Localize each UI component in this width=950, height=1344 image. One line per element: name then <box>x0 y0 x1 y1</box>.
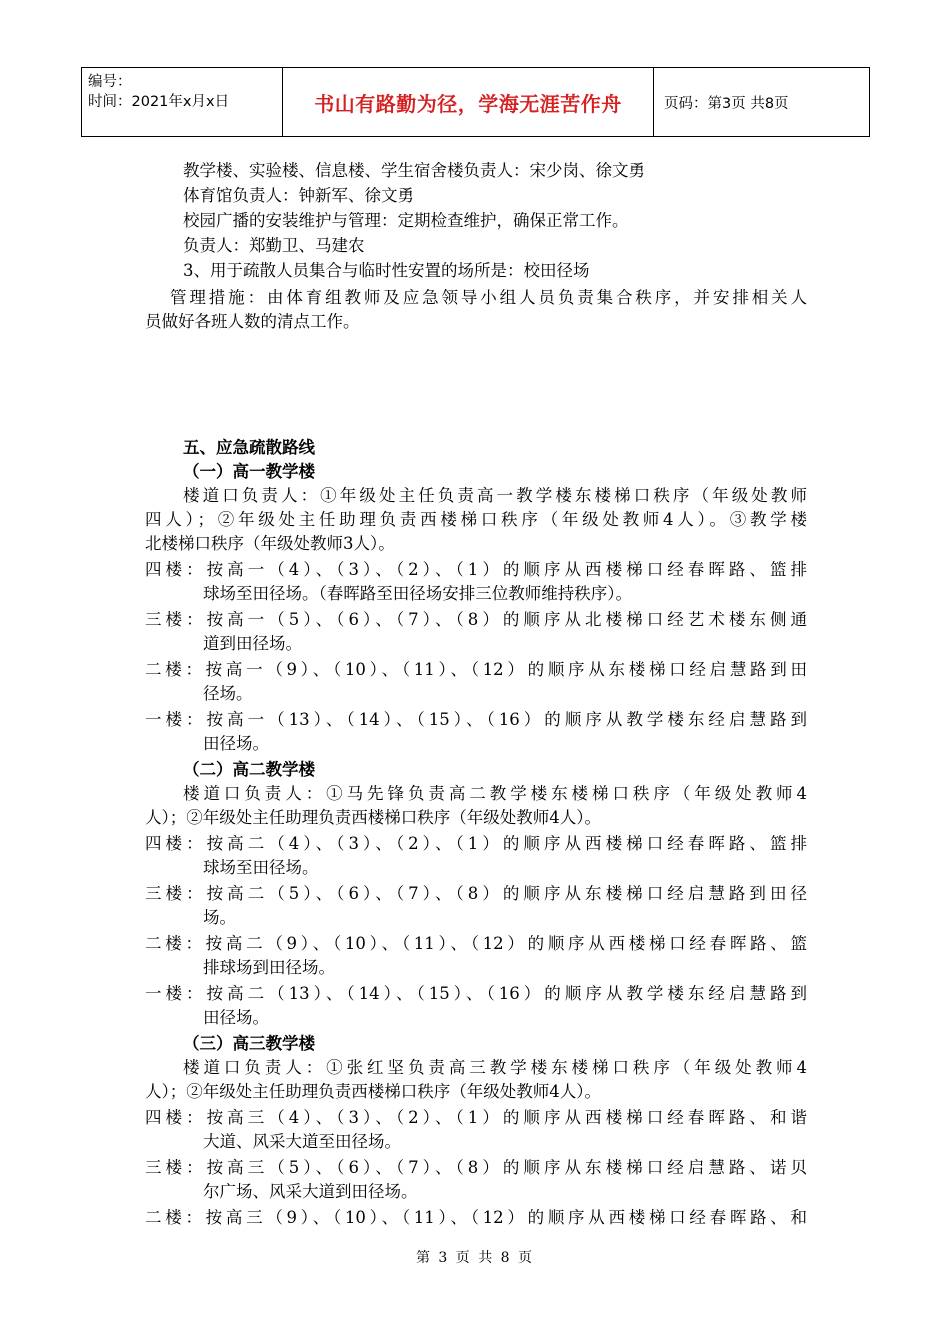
text-line: 排球场到田径场。 <box>203 958 335 977</box>
text-line: 校园广播的安装维护与管理：定期检查维护，确保正常工作。 <box>183 211 629 230</box>
time-label: 时间：2021年x月x日 <box>88 94 230 110</box>
text-line: 球场至田径场。 <box>203 858 319 877</box>
text-line: 人）；②年级处主任助理负责西楼梯口秩序（年级处教师4人）。 <box>145 1082 601 1101</box>
serial-label: 编号： <box>88 74 132 90</box>
text-line: 二楼：按高二（9）、（10）、（11）、（12）的顺序从西楼梯口经春晖路、篮 <box>145 934 807 953</box>
text-line: 径场。 <box>203 684 253 703</box>
text-line: 员做好各班人数的清点工作。 <box>145 312 360 331</box>
text-line: 田径场。 <box>203 734 269 753</box>
text-line: 楼道口负责人：①张红坚负责高三教学楼东楼梯口秩序（年级处教师4 <box>183 1058 807 1077</box>
subsection-heading: （二）高二教学楼 <box>183 760 315 779</box>
text-line: 三楼：按高二（5）、（6）、（7）、（8）的顺序从东楼梯口经启慧路到田径 <box>145 884 807 903</box>
text-line: 管理措施：由体育组教师及应急领导小组人员负责集合秩序，并安排相关人 <box>170 288 807 307</box>
text-line: 道到田径场。 <box>203 634 302 653</box>
text-line: 四楼：按高一（4）、（3）、（2）、（1）的顺序从西楼梯口经春晖路、篮排 <box>145 560 807 579</box>
text-line: 楼道口负责人：①马先锋负责高二教学楼东楼梯口秩序（年级处教师4 <box>183 784 807 803</box>
text-line: 三楼：按高一（5）、（6）、（7）、（8）的顺序从北楼梯口经艺术楼东侧通 <box>145 610 807 629</box>
text-line: 负责人：郑勤卫、马建农 <box>183 236 365 255</box>
text-line: 三楼：按高三（5）、（6）、（7）、（8）的顺序从东楼梯口经启慧路、诺贝 <box>145 1158 807 1177</box>
text-line: 二楼：按高三（9）、（10）、（11）、（12）的顺序从西楼梯口经春晖路、和 <box>145 1208 807 1227</box>
text-line: 四楼：按高三（4）、（3）、（2）、（1）的顺序从西楼梯口经春晖路、和谐 <box>145 1108 807 1127</box>
text-line: 四楼：按高二（4）、（3）、（2）、（1）的顺序从西楼梯口经春晖路、篮排 <box>145 834 807 853</box>
section-heading: 五、应急疏散路线 <box>183 438 315 457</box>
subsection-heading: （一）高一教学楼 <box>183 462 315 481</box>
text-line: 二楼：按高一（9）、（10）、（11）、（12）的顺序从东楼梯口经启慧路到田 <box>145 660 807 679</box>
text-line: 体育馆负责人：钟新军、徐文勇 <box>183 186 414 205</box>
text-line: 人）；②年级处主任助理负责西楼梯口秩序（年级处教师4人）。 <box>145 808 601 827</box>
text-line: 场。 <box>203 908 236 927</box>
text-line: 一楼：按高一（13）、（14）、（15）、（16）的顺序从教学楼东经启慧路到 <box>145 710 807 729</box>
header-meta-cell <box>82 68 283 136</box>
header-table <box>81 67 870 137</box>
text-line: 四人）；②年级处主任助理负责西楼梯口秩序（年级处教师4人）。③教学楼 <box>145 510 807 529</box>
text-line: 大道、风采大道至田径场。 <box>203 1132 401 1151</box>
motto: 书山有路勤为径，学海无涯苦作舟 <box>283 68 654 136</box>
text-line: 球场至田径场。（春晖路至田径场安排三位教师维持秩序）。 <box>203 584 632 603</box>
page-footer: 第 3 页 共 8 页 <box>415 1250 535 1266</box>
text-line: 田径场。 <box>203 1008 269 1027</box>
text-line: 尔广场、风采大道到田径场。 <box>203 1182 418 1201</box>
text-line: 北楼梯口秩序（年级处教师3人）。 <box>145 534 395 553</box>
text-line: 一楼：按高二（13）、（14）、（15）、（16）的顺序从教学楼东经启慧路到 <box>145 984 807 1003</box>
subsection-heading: （三）高三教学楼 <box>183 1034 315 1053</box>
text-line: 教学楼、实验楼、信息楼、学生宿舍楼负责人：宋少岗、徐文勇 <box>183 161 645 180</box>
page-info: 页码：第3页 共8页 <box>664 95 789 112</box>
text-line: 3、用于疏散人员集合与临时性安置的场所是：校田径场 <box>183 261 590 280</box>
text-line: 楼道口负责人：①年级处主任负责高一教学楼东楼梯口秩序（年级处教师 <box>183 486 807 505</box>
